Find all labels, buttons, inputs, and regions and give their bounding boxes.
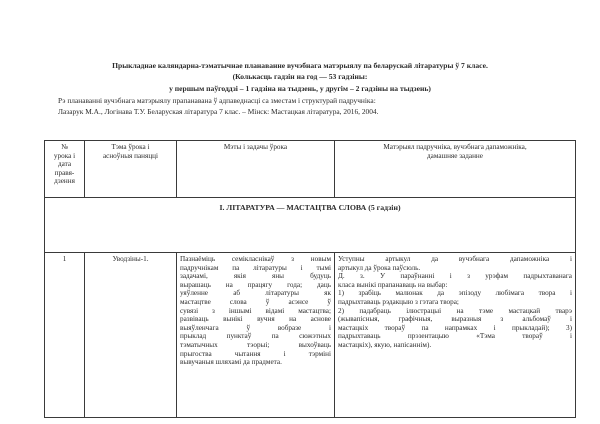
header-line: № bbox=[61, 143, 68, 151]
materials-line: (жывапісныя, графічныя, выразныя з альбомаў і bbox=[338, 315, 572, 324]
header-goals bbox=[177, 141, 335, 198]
materials-line: артыкул да ўрока паўсюль. bbox=[338, 263, 421, 272]
intro-line-1: Рэ планаванні вучэбнага матэрыялу прапанавана ў адпаведнасці са зместам і структурай падручніка: bbox=[58, 96, 376, 105]
header-line: дзення bbox=[54, 177, 75, 186]
table-row bbox=[45, 253, 576, 418]
header-line: Мэты і задачы ўрока bbox=[223, 143, 288, 151]
header-lesson-number bbox=[45, 141, 85, 198]
document-title-line-3: у першым паўгоддзі – 1 гадзіна на тыдзень, у другім – 2 гадзіны на тыдзень) bbox=[169, 84, 431, 93]
header-line: правя- bbox=[54, 168, 75, 177]
header-line: урока і bbox=[53, 151, 76, 160]
goals-line: уяўленне аб літаратуры як bbox=[180, 289, 331, 298]
materials-line: Д. з. У параўнанні і з урэфам падрыхтаванага bbox=[338, 272, 572, 281]
goals-line: развіваць вынікі вучня на аснове bbox=[180, 315, 331, 324]
header-line: Матэрыял падручніка, вучэбнага дапаможніка, bbox=[383, 143, 527, 151]
intro-line-2: Лазарук М.А., Логінава Т.У. Беларуская літаратура 7 клас. – Мінск: Мастацкая літаратура, 2016, 2004. bbox=[58, 107, 379, 116]
goals-line: мастацтве слова ў асэнсе ў bbox=[180, 297, 331, 306]
goals-line: вырашаць на працягу года; даць bbox=[180, 280, 331, 289]
goals-line: падручнікам па літаратуры і тымі bbox=[180, 263, 331, 272]
document-title-line-1: Прыкладнае каляндарна-тэматычнае планаванне вучэбнага матэрыялу па беларускай літаратуры ў 7 класе. bbox=[112, 61, 488, 70]
materials-line: падрыхтаваць прэзентацыю «Тэма твораў і bbox=[338, 332, 572, 341]
goals-line: вывучаныя шляхамі да прадмета. bbox=[180, 358, 282, 367]
goals-line: прыклад пунктаў па сюжэтных bbox=[180, 332, 331, 341]
header-line: дата bbox=[57, 160, 72, 169]
materials-line: 1) зрабіць малюнак да эпізоду любімага твора і bbox=[338, 289, 572, 298]
lesson-number: 1 bbox=[45, 253, 85, 418]
header-materials bbox=[335, 141, 576, 198]
lesson-goals bbox=[177, 253, 335, 418]
goals-line: тэматычных тэорыі; выхоўваць bbox=[180, 340, 331, 349]
header-topic bbox=[85, 141, 177, 198]
materials-line: мастацкіх), якую, напісаннім). bbox=[338, 340, 432, 349]
materials-line: класа вынікі прапанаваць на выбар: bbox=[338, 280, 448, 289]
materials-line: 2) падабраць ілюстрацыі на тэме мастацкай тварэ bbox=[338, 306, 572, 315]
lesson-topic: Уводзіны-1. bbox=[85, 253, 177, 418]
goals-line: выяўленчага ў вобразе і bbox=[180, 323, 331, 332]
section-title: І. ЛІТАРАТУРА — МАСТАЦТВА СЛОВА (5 гадзін) bbox=[45, 198, 576, 253]
table-header-row bbox=[45, 141, 576, 198]
document-title-line-2: (Колькасць гадзін на год — 53 гадзіны: bbox=[232, 72, 368, 81]
header-line: Тэма ўрока і bbox=[111, 143, 150, 151]
header-line: асноўныя паняцці bbox=[102, 151, 159, 160]
lesson-plan-table bbox=[44, 140, 576, 418]
goals-line: сувязі з іншымі відамі мастацтва; bbox=[180, 306, 331, 315]
section-row bbox=[45, 198, 576, 253]
goals-line: прыгоства чытання і тэрміні bbox=[180, 349, 331, 358]
goals-line: задачамі, якія яны будуць bbox=[180, 272, 331, 281]
materials-line: Уступны артыкул да вучэбнага дапаможніка і bbox=[338, 255, 572, 263]
materials-line: падрыхтаваць рэдакцыю з гэтага твора; bbox=[338, 297, 459, 306]
lesson-materials bbox=[335, 253, 576, 418]
materials-line: мастацкіх твораў па напрамках і прыкладай); 3) bbox=[338, 323, 572, 332]
header-line: дамашняе заданне bbox=[427, 151, 483, 160]
goals-line: Пазнаёміць семікласнікаў з новым bbox=[180, 255, 331, 263]
